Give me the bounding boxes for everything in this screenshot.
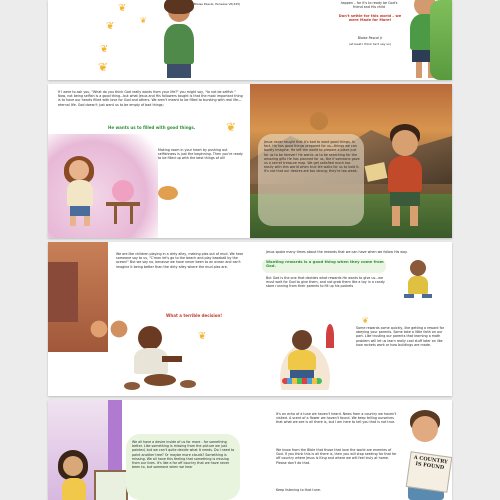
- red-line: Don't settle for this world – we were Made for More!: [338, 14, 402, 23]
- rocket-toy-illustration: [326, 324, 334, 348]
- page-spread-1: [48, 0, 452, 80]
- butterfly-icon: ❦: [362, 316, 369, 325]
- attribution-left: Blaise Pascal, Pensées VII(425): [194, 2, 241, 6]
- right-intro: Jesus spoke many times about the rewards that we can have when we follow His way.: [266, 250, 408, 254]
- spread-4-right-page: [250, 400, 452, 500]
- page-spread-4: [48, 400, 452, 500]
- butterfly-icon: ❦: [140, 16, 147, 25]
- attribution-right-name: Blaise Pascal Jr: [357, 36, 383, 40]
- boy-illustration: [380, 124, 430, 234]
- red-line: What a terrible decision!: [166, 313, 223, 318]
- newspaper: [406, 451, 452, 492]
- green-line: He wants us to filled with good things.: [108, 125, 196, 130]
- left-text: We all have a desire inside of us for more - for something better. Like something is missing from the picture we just painted, but we can't quite decide what it needs. Do I need to paint another tree? Or maybe more clouds? Something is missing. We all have this feeling that something is missing from our lives. It's like a far off country that we have never been to, but someone when we hear: [132, 440, 235, 470]
- girl-illustration: [62, 156, 102, 226]
- children-group-illustration: [84, 320, 134, 350]
- butterfly-icon: ❦: [198, 331, 207, 342]
- right-text-3: Keep listening to that tune.: [276, 488, 321, 492]
- quote-text: happen – for it's to ready be God's friend and His child: [340, 1, 398, 10]
- stool-leg: [114, 206, 117, 224]
- butterfly-icon: ❦: [106, 21, 115, 32]
- butterfly-icon: ❦: [100, 44, 109, 55]
- easel-illustration: [94, 470, 128, 500]
- toy-blocks-illustration: [282, 378, 322, 384]
- mud-pie-illustration: [124, 382, 140, 390]
- right-text: Jesus never taught that it's bad to want good things. In fact, He has good things prepared for us—things we can barely imagine. He left the world to prepare a place just for us to be forever! He wants us to be searching for the amazing gifts He has planned for us, like if someone gave us a secret treasure map. We get satisfied much too easily with this world when true life waits for us to hold it. It's not that our desires are too strong; they're too weak.: [264, 140, 360, 174]
- butterfly-icon: ❦: [118, 3, 127, 14]
- right-text-2: We know from the Bible that those that love the world are enemies of God. If you think this is all there is, then you will stop seeking for that far off country where Jesus is King and where we will feel truly at home. Please don't do that.: [276, 448, 397, 465]
- stool-illustration: [106, 202, 140, 206]
- tree-illustration: [430, 0, 452, 80]
- stool-leg: [130, 206, 133, 224]
- attribution-right-note: (at least I think he'd say so): [349, 42, 391, 46]
- spread-4-left-page: [48, 400, 250, 500]
- spread-3-right-page: [250, 242, 452, 396]
- right-body: But God is the one that decides what rewards He wants to give us...we must wait for God to give them, and not grab them like a toy in a candy store running from their parents to fill up his pockets: [266, 276, 385, 289]
- body-text: Making room in your heart by pushing out selfishness is just the beginning. Then you're ready to be filled up with the best things of all!: [158, 148, 243, 161]
- spread-1-right-page: [250, 0, 452, 80]
- building-illustration: [48, 262, 78, 322]
- girl-painting-illustration: [54, 450, 94, 500]
- girl-illustration: [158, 0, 198, 80]
- right-body-2: Some rewards come quickly, like getting a reward for obeying your parents. Some take a little faith on our part. Like trusting our parents that learning a math problem will let us learn really cool stuff later on like how rockets work or how buildings are made.: [356, 326, 445, 347]
- intro-text: If I were to ask you, "What do you think God really wants from your life?" you might say, "to not be selfish." Now, not being selfish is a good thing...but what Jesus and His followers taught is that the most important thing is to have our hearts filled with love for God and others. We aren't meant to be filled to bursting with real life—eternal life. God doesn't just want us to be empty of bad things;: [58, 90, 243, 107]
- left-text: We are like children playing in a dirty alley, making pies out of mud. We hear someone say to us, "C'mon let's go to the beach and play baseball by the ocean!" But we say no, because we have never been to an ocean and can't imagine it being better than the dirty alley where the mud pies are.: [116, 252, 244, 269]
- mud-pie-illustration: [144, 374, 176, 386]
- spread-1-left-page: [48, 0, 250, 80]
- running-boy-illustration: [400, 260, 440, 310]
- mud-pie-illustration: [180, 380, 196, 388]
- spread-2-left-page: [48, 84, 250, 238]
- green-line: Wanting rewards is a good thing when they come from God.: [266, 259, 384, 269]
- butterfly-icon: ❦: [98, 60, 109, 74]
- piggy-bank-illustration: [112, 180, 134, 202]
- owl-illustration: [310, 112, 328, 130]
- page-spread-2: [48, 84, 452, 238]
- page-spread-3: [48, 242, 452, 396]
- butterfly-icon: ❦: [226, 120, 237, 134]
- newspaper-headline: A COUNTRY IS FOUND: [413, 454, 449, 472]
- right-text: It's an echo of a tune we haven't heard. News from a country we haven't visited. A scent of a flower we haven't found. We keep telling ourselves that what we see is all there is, but I am here to tell you that is not true.: [276, 412, 397, 425]
- hamster-illustration: [158, 186, 178, 200]
- spread-2-right-page: [250, 84, 452, 238]
- spread-3-left-page: [48, 242, 250, 396]
